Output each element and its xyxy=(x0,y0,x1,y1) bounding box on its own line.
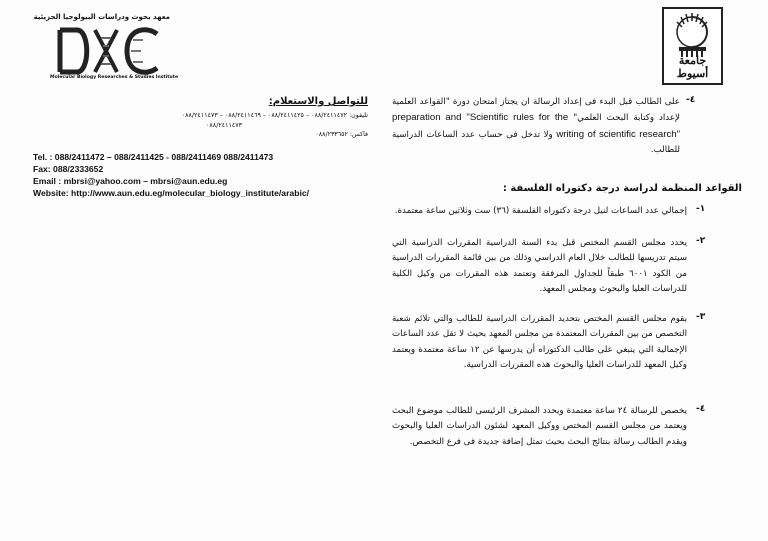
seal-text: جامعة أسيوط xyxy=(676,54,709,80)
institute-logo xyxy=(33,10,179,86)
phd-rules-heading: القواعد المنظمة لدراسة درجة دكتوراه الفلسفة : xyxy=(502,183,742,194)
course-requirement-text: على الطالب قبل البدء فى إعداد الرسالة ان يجتاز امتحان دورة "القواعد العلمية لإعداد وكتابة البحث العلمي" xyxy=(392,97,680,124)
course-name-en-1: "Scientific rules for the xyxy=(466,112,569,124)
contact-phones-ar-cont: ٠٨٨/٢٤١١٤٧٣ xyxy=(206,122,242,129)
course-requirement-note: ولا تدخل فى حساب عدد الساعات الدراسية للطالب. xyxy=(392,129,680,155)
rule-item-1: إجمالي عدد الساعات لنيل درجة دكتوراه الفلسفة (٣٦) ست وثلاثين ساعة معتمدة. xyxy=(394,206,687,216)
contact-fax: Fax: 088/2333652 xyxy=(33,164,104,174)
rule-item-4: يخصص للرسالة ٢٤ ساعة معتمدة ويحدد المشرف الرئيسى للطالب موضوع البحث ويعتمد من مجلس القسم المختص ووكيل المعهد لشئون الدراسات العليا والبحوث ويقدم الطالب رسالة بنتائج البحث بحيث تمثل إضافة جديدة فى فرع التخصص. xyxy=(392,406,687,447)
item-number: ٣- xyxy=(696,312,706,322)
contact-website[interactable]: Website: http://www.aun.edu.eg/molecular_biology_institute/arabic/ xyxy=(33,188,309,198)
institute-name-en: Molecular Biology Researches & Studies Institute xyxy=(50,75,179,80)
item-number: ٢- xyxy=(696,236,706,246)
contact-email[interactable]: Email : mbrsi@yahoo.com – mbrsi@aun.edu.eg xyxy=(33,176,228,186)
item-number: ٤- xyxy=(686,95,696,105)
course-requirement-paragraph xyxy=(392,95,680,158)
contact-tel: Tel. : 088/2411472 – 088/2411425 - 088/2411469 088/2411473 xyxy=(33,152,274,162)
contact-heading: للتواصل والاستعلام: xyxy=(268,96,368,107)
contact-phones-ar: تليفون: ٠٨٨/٢٤١١٤٧٢ – ٠٨٨/٢٤١١٤٢٥ – ٠٨٨/٢٤١١٤٦٩ – ٠٨٨/٢٤١١٤٧٣ xyxy=(181,112,368,119)
item-number: ١- xyxy=(696,204,706,214)
seal-emblem-icon xyxy=(667,11,718,59)
rule-item-3: يقوم مجلس القسم المختص بتحديد المقررات الدراسية للطالب والتي تلائم شعبة التخصص من بين المقررات المعتمدة من مجلس المعهد بحيث لا تقل عدد الساعات الإجمالية التي ينبغي على طالب الدكتوراه أن يدرسها عن ١٢ ساعة معتمدة ويعتمد وكيل المعهد للدراسات العليا والبحوث هذه المقررات الدراسية. xyxy=(392,314,687,370)
dna-logo-icon xyxy=(57,26,165,76)
institute-name-ar: معهد بحوث ودراسات البيولوجيا الجزيئية xyxy=(33,13,170,21)
contact-fax-ar: فاكس: ٠٨٨/٢٣٣٦٥٢ xyxy=(315,131,368,138)
rule-item-2: يحدد مجلس القسم المختص قبل بدء السنة الدراسية المقررات الدراسية التي سيتم تدريسها للطالب خلال العام الدراسي وذلك من بين قائمة المقررات الدراسية من الكود ٦٠٠١ طبقاً للجداول المرفقة وتعتمد هذه المقررات من وكيل الكلية للدراسات العليا والبحوث ومجلس المعهد. xyxy=(392,238,687,294)
item-number: ٤- xyxy=(696,404,706,414)
university-seal xyxy=(662,7,723,85)
course-name-en-2: preparation and writing of scientific research" xyxy=(392,112,680,140)
